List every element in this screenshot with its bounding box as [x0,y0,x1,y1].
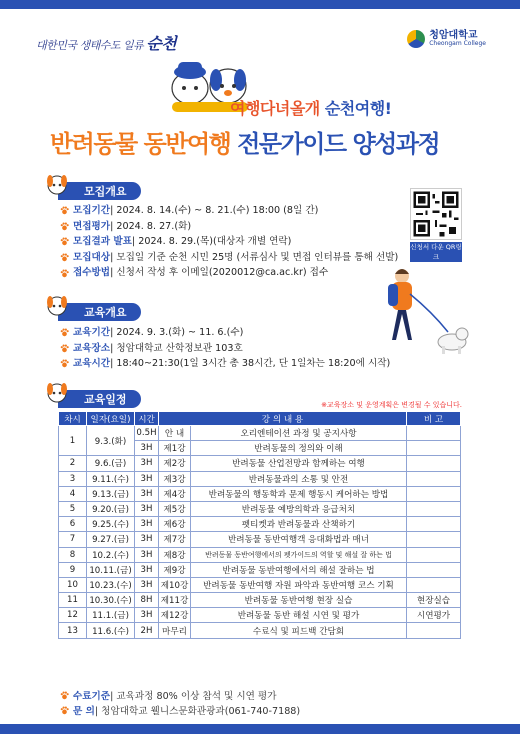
cell-note [407,501,461,516]
table-row [59,501,461,516]
university-logo [407,30,486,48]
recruit-label: 모집결과 발표 [73,236,132,248]
recruit-heading-label: 모집개요 [58,182,141,200]
cell-content: 오리엔테이션 과정 및 공지사항 [191,426,407,441]
cell-time: 8H [135,593,159,608]
table-row [59,517,461,532]
cell-date: 9.13.(금) [87,486,135,501]
cell-note [407,547,461,562]
schedule-heading [58,389,141,409]
cell-content: 반려동물 동반여행에서의 펫가이드의 역할 및 해설 잘 하는 법 [191,547,407,562]
table-row [59,623,461,638]
recruit-row [60,265,398,281]
cell-lec: 제11강 [159,593,191,608]
cell-note [407,456,461,471]
cell-lec: 제4강 [159,486,191,501]
recruit-value: | 2024. 8. 29.(목)(대상자 개별 연락) [131,236,292,248]
cell-note [407,562,461,577]
table-row [59,593,461,608]
cell-lec: 제5강 [159,501,191,516]
cell-date: 11.1.(금) [87,608,135,623]
table-row [59,577,461,592]
cell-lec: 제8강 [159,547,191,562]
cell-no: 11 [59,593,87,608]
cell-content: 반려동물의 행동학과 문제 행동시 케어하는 방법 [191,486,407,501]
cell-note [407,471,461,486]
cell-date: 11.6.(수) [87,623,135,638]
edu-label: 교육시간 [73,358,111,370]
contact-row [60,703,300,717]
schedule-heading-label: 교육일정 [58,390,141,408]
col-header: 차시 [59,412,87,426]
dog-icon [44,292,70,318]
university-name: 청암대학교 [429,30,478,41]
schedule-notice: ※교육장소 및 운영계획은 변경될 수 있습니다. [321,401,462,409]
cell-date: 9.27.(금) [87,532,135,547]
title-part1: 반려동물 동반여행 [50,130,231,158]
cell-lec: 제6강 [159,517,191,532]
paw-icon [60,269,69,278]
bottom-band [0,724,520,734]
cell-time: 3H [135,547,159,562]
edu-row [60,325,390,341]
cell-time: 3H [135,486,159,501]
cell-note: 현장실습 [407,593,461,608]
cell-lec: 안 내 [159,426,191,441]
cell-note [407,517,461,532]
cell-time: 3H [135,517,159,532]
col-header: 일자(요일) [87,412,135,426]
cell-no: 13 [59,623,87,638]
cell-date: 10.2.(수) [87,547,135,562]
cell-no: 6 [59,517,87,532]
edu-row [60,356,390,372]
cell-date: 9.6.(금) [87,456,135,471]
city-logo [36,31,176,54]
cell-time: 3H [135,456,159,471]
table-row [59,562,461,577]
col-header: 시간 [135,412,159,426]
cell-note [407,486,461,501]
cell-date: 9.25.(수) [87,517,135,532]
cell-date: 9.20.(금) [87,501,135,516]
cell-date: 10.11.(금) [87,562,135,577]
dog-icon [44,171,70,197]
table-row [59,532,461,547]
paw-icon [60,359,69,368]
cell-lec: 제12강 [159,608,191,623]
paw-icon [60,253,69,262]
table-row [59,471,461,486]
cell-content: 반려동물 동반여행객 응대화법과 매너 [191,532,407,547]
cell-time: 2H [135,623,159,638]
cell-note [407,532,461,547]
top-band [0,0,520,9]
criteria-row [60,688,276,702]
cell-time: 3H [135,471,159,486]
city-name: 순천 [146,34,177,53]
criteria-value: | 교육과정 80% 이상 참석 및 시연 평가 [110,691,277,702]
cell-no: 5 [59,501,87,516]
university-name-en: Cheongam College [429,40,486,47]
cell-no: 4 [59,486,87,501]
cell-no: 3 [59,471,87,486]
paw-icon [60,328,69,337]
cell-no: 1 [59,426,87,456]
col-header: 비 고 [407,412,461,426]
paw-icon [60,237,69,246]
cell-time: 3H [135,441,159,456]
cell-no: 12 [59,608,87,623]
cell-content: 수료식 및 피드백 간담회 [191,623,407,638]
cell-note [407,577,461,592]
schedule-table [58,411,461,639]
cell-lec: 제10강 [159,577,191,592]
cell-time: 3H [135,562,159,577]
table-row [59,456,461,471]
cell-note: 시연평가 [407,608,461,623]
recruit-value: | 2024. 8. 27.(화) [110,220,192,232]
criteria-label: 수료기준 [73,691,111,702]
subtitle-part1: 여행다녀올개 [230,99,320,118]
title-part2: 전문가이드 양성과정 [237,130,440,158]
table-row [59,426,461,441]
cell-date: 9.11.(수) [87,471,135,486]
cell-time: 3H [135,501,159,516]
cell-content: 반려동물 동반여행에서의 해설 잘하는 법 [191,562,407,577]
cell-no: 9 [59,562,87,577]
dog-icon [44,379,70,405]
cell-time: 3H [135,577,159,592]
recruit-row [60,219,398,235]
recruit-heading [58,181,141,201]
cell-lec: 제3강 [159,471,191,486]
cell-content: 반려동물 동반여행 현장 실습 [191,593,407,608]
edu-heading-label: 교육개요 [58,303,141,321]
subtitle-part2: 순천여행! [324,99,392,118]
cell-note [407,441,461,456]
recruit-row [60,234,398,250]
edu-heading [58,302,141,322]
cell-note [407,623,461,638]
table-row [59,486,461,501]
cell-date: 10.23.(수) [87,577,135,592]
cell-date: 9.3.(화) [87,426,135,456]
paw-icon [60,206,69,215]
cell-no: 8 [59,547,87,562]
city-slogan: 대한민국 생태수도 일류 [36,39,144,52]
qr-caption: 신청서 다운 QR링크 [410,243,462,261]
cell-time: 3H [135,608,159,623]
cell-content: 반려동물과의 소통 및 안전 [191,471,407,486]
cell-no: 2 [59,456,87,471]
cell-content: 반려동물 산업전망과 함께하는 여행 [191,456,407,471]
paw-icon [60,691,69,700]
cell-lec: 제7강 [159,532,191,547]
cell-no: 10 [59,577,87,592]
page-title [50,124,439,159]
table-row [59,547,461,562]
edu-label: 교육장소 [73,342,111,354]
cell-content: 반려동물 예방의학과 응급처치 [191,501,407,516]
cell-no: 7 [59,532,87,547]
cell-lec: 제9강 [159,562,191,577]
recruit-row [60,203,398,219]
recruit-value: | 모집일 기준 순천 시민 25명 (서류심사 및 면접 인터뷰를 통해 선발) [110,251,399,263]
recruit-value: | 신청서 작성 후 이메일(2020012@ca.ac.kr) 접수 [110,267,329,279]
cell-content: 반려동물 동반여행 자원 파악과 동반여행 코스 기획 [191,577,407,592]
university-emblem-icon [407,30,425,48]
edu-info [60,325,390,372]
edu-row [60,341,390,357]
cell-content: 반려동물의 정의와 이해 [191,441,407,456]
cell-time: 3H [135,532,159,547]
edu-label: 교육기간 [73,327,111,338]
recruit-row [60,250,398,266]
paw-icon [60,706,69,715]
contact-value: | 청암대학교 웰니스문화관광과(061-740-7188) [94,706,301,717]
cell-time: 0.5H [135,426,159,441]
qr-code-icon[interactable] [410,188,462,240]
cell-lec: 마무리 [159,623,191,638]
cell-lec: 제2강 [159,456,191,471]
cell-content: 펫티켓과 반려동물과 산책하기 [191,517,407,532]
recruit-label: 접수방법 [73,267,111,279]
cell-date: 10.30.(수) [87,593,135,608]
cell-content: 반려동물 동반 해설 시연 및 평가 [191,608,407,623]
col-header: 강 의 내 용 [159,412,407,426]
recruit-info [60,203,398,281]
paw-icon [60,222,69,231]
recruit-label: 모집대상 [73,251,111,263]
recruit-value: | 2024. 8. 14.(수) ~ 8. 21.(수) 18:00 (8일 간) [110,205,319,216]
paw-icon [60,344,69,353]
subtitle [230,96,391,119]
table-row [59,608,461,623]
edu-value: | 청암대학교 산학정보관 103호 [110,342,243,354]
edu-value: | 18:40~21:30(1일 3시간 총 38시간, 단 1일차는 18:20에 시작) [110,358,391,370]
recruit-label: 면접평가 [73,220,111,232]
recruit-label: 모집기간 [73,205,111,216]
contact-label: 문 의 [73,706,95,717]
table-header-row [59,412,461,426]
cell-note [407,426,461,441]
edu-value: | 2024. 9. 3.(화) ~ 11. 6.(수) [110,327,244,338]
cell-lec: 제1강 [159,441,191,456]
